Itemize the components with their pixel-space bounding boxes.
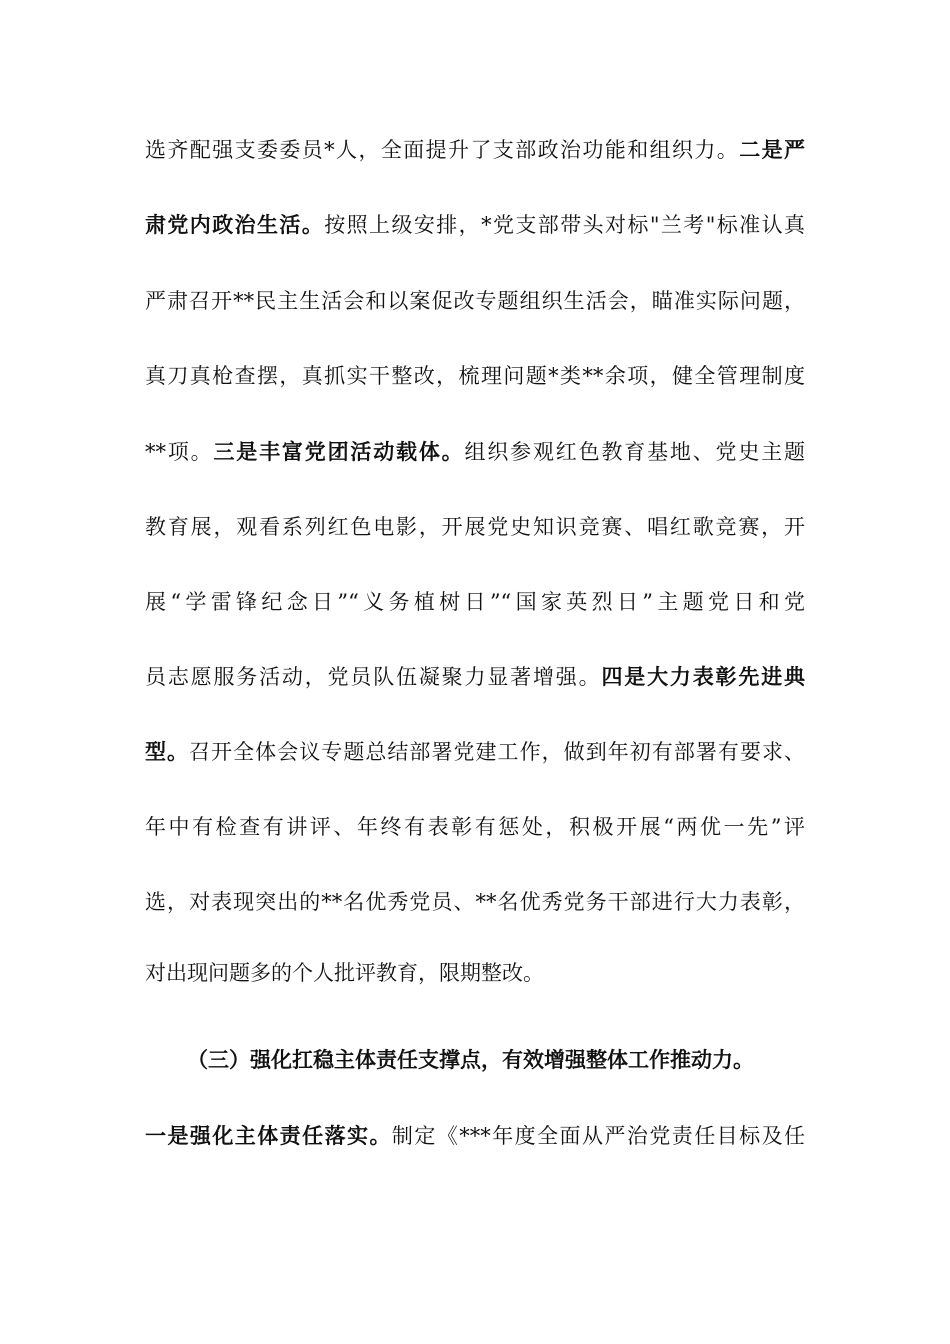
section-heading: （三）强化扛稳主体责任支撑点，有效增强整体工作推动力。	[187, 1048, 754, 1072]
text-line: 年中有检查有讲评、年终有表彰有惩处，积极开展“两优一先”评	[145, 815, 805, 839]
text-line: 肃党内政治生活。按照上级安排，*党支部带头对标"兰考"标准认真	[145, 213, 805, 237]
text-line: 教育展，观看系列红色电影，开展党史知识竞赛、唱红歌竞赛，开	[145, 515, 805, 539]
text-line: **项。三是丰富党团活动载体。组织参观红色教育基地、党史主题	[145, 440, 806, 464]
text-line: 选齐配强支委委员*人，全面提升了支部政治功能和组织力。二是严	[145, 138, 806, 162]
text-line: 对出现问题多的个人批评教育，限期整改。	[145, 961, 544, 985]
text-line: 一是强化主体责任落实。制定《***年度全面从严治党责任目标及任	[145, 1124, 806, 1148]
text-line: 严肃召开**民主生活会和以案促改专题组织生活会，瞄准实际问题，	[145, 289, 805, 313]
text-line: 真刀真枪查摆，真抓实干整改，梳理问题*类**余项，健全管理制度	[145, 364, 805, 388]
text-line: 型。召开全体会议专题总结部署党建工作，做到年初有部署有要求、	[145, 740, 806, 764]
text-line: 员志愿服务活动，党员队伍凝聚力显著增强。四是大力表彰先进典	[145, 665, 806, 689]
text-line: 选，对表现突出的**名优秀党员、**名优秀党务干部进行大力表彰，	[145, 890, 805, 914]
text-line: 展“学雷锋纪念日”“义务植树日”“国家英烈日”主题党日和党	[145, 590, 805, 614]
